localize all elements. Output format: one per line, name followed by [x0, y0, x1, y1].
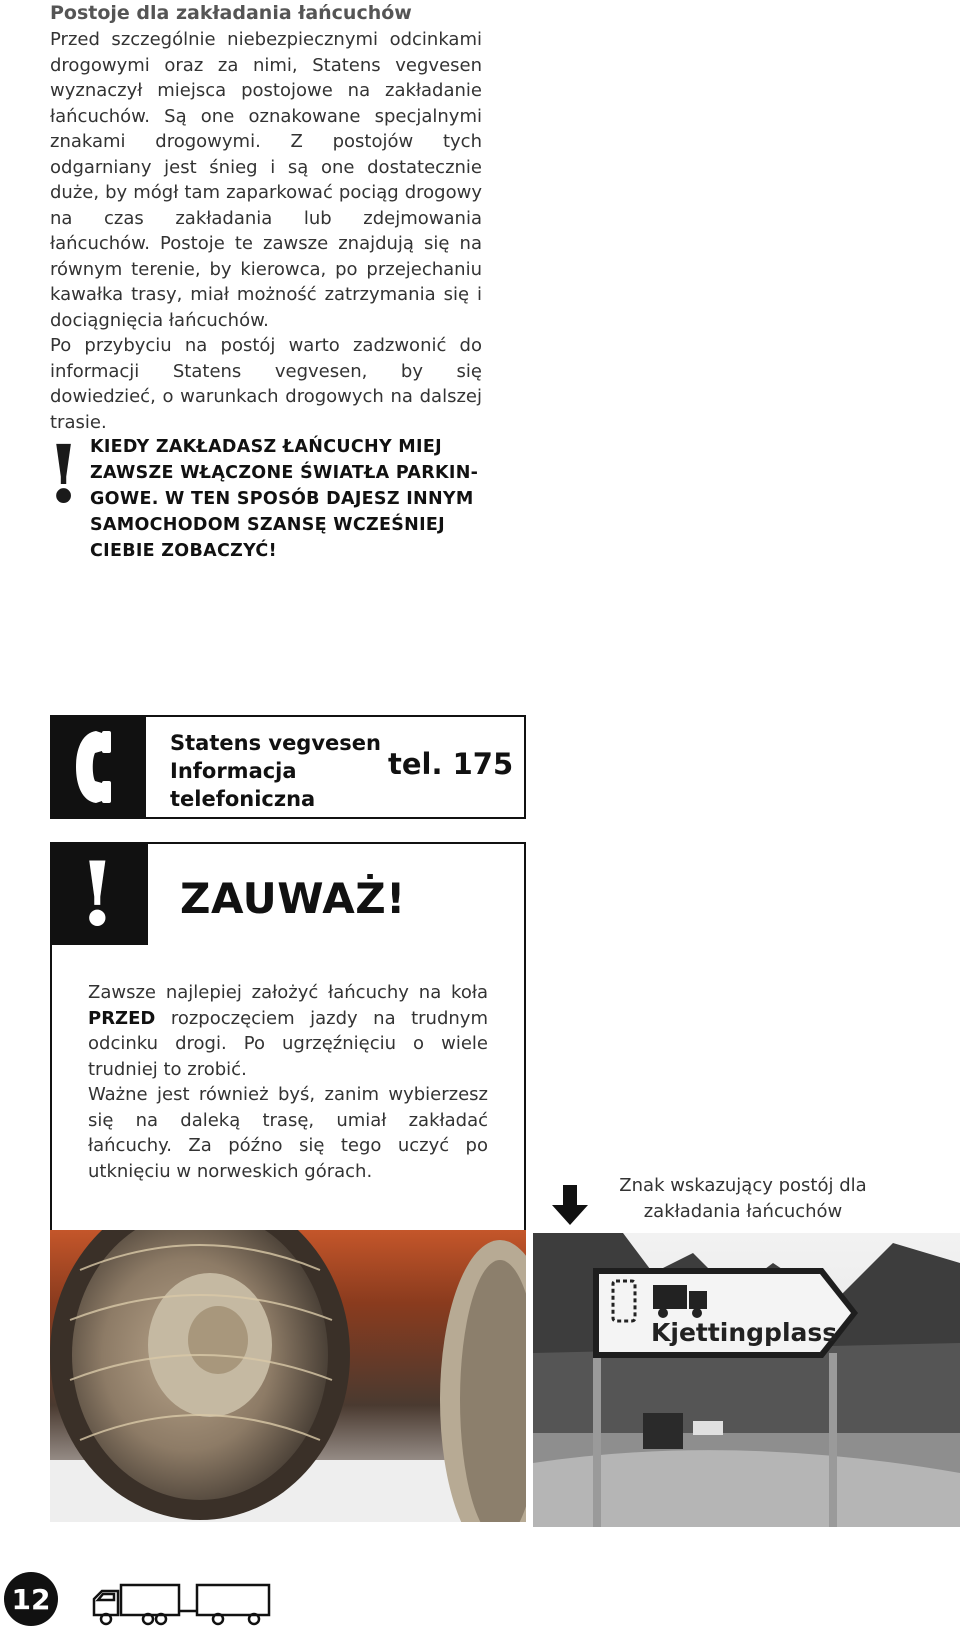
note-paragraph-learn: Ważne jest również byś, zanim wybierzesz się na daleką trasę, umiał zakładać łańcuchy. Za późno się tego uczyć po utknięciu w norweskich górach. — [88, 1084, 488, 1182]
note-title: ZAUWAŻ! — [180, 874, 406, 923]
section-heading: Postoje dla zakładania łańcuchów — [50, 2, 412, 24]
phone-number: tel. 175 — [388, 747, 514, 781]
phone-icon-panel — [52, 717, 146, 817]
road-train-icon — [90, 1581, 280, 1627]
phone-service-name: Statens vegvesen Informacja telefoniczna — [170, 731, 381, 811]
sign-text: Kjettingplass — [651, 1318, 838, 1347]
note-paragraph-before: Zawsze najlepiej założyć łańcuchy na koła PRZED rozpoczęciem jazdy na trudnym odcinku drogi. Po ugrzęźnięciu o wiele trudniej to zrobić. — [88, 982, 488, 1080]
warning-exclamation-icon: ! — [46, 427, 82, 521]
sign-caption: Znak wskazujący postój dla zakładania łańcuchów — [619, 1175, 867, 1222]
phone-info-box — [50, 715, 526, 819]
paragraph-call-info: Po przybyciu na postój warto zadzwonić do informacji Statens vegvesen, by się dowiedzieć, o warunkach drogowych na dalszej trasie. — [50, 335, 482, 433]
note-exclamation-icon: ! — [78, 842, 117, 946]
warning-text: KIEDY ZAKŁADASZ ŁAŃCUCHY MIEJ ZAWSZE WŁĄCZONE ŚWIATŁA PARKIN-GOWE. W TEN SPOSÓB DAJESZ INNYM SAMOCHODOM SZANSĘ WCZEŚNIEJ CIEBIE ZOBACZYĆ! — [90, 437, 479, 561]
arrow-down-icon — [550, 1185, 590, 1227]
tire-chain-photo — [50, 1230, 526, 1522]
note-icon-panel — [52, 844, 148, 945]
telephone-icon — [52, 717, 146, 817]
page-number: 12 — [4, 1572, 58, 1626]
chain-stop-sign-photo — [533, 1233, 960, 1527]
paragraph-chain-stops: Przed szczególnie niebezpiecznymi odcinkami drogowymi oraz za nimi, Statens vegvesen wyznaczył miejsca postojowe na zakładanie łańcuchów. Są one oznakowane specjalnymi znakami drogowymi. Z postojów tych odgarniany jest śnieg i są one dostatecznie duże, by mógł tam zaparkować pociąg drogowy na czas zakładania lub zdejmowania łańcuchów. Postoje te zawsze znajdują się na równym terenie, by kierowca, po przejechaniu kawałka trasy, miał możność zatrzymania się i dociągnięcia łańcuchów. — [50, 29, 482, 331]
